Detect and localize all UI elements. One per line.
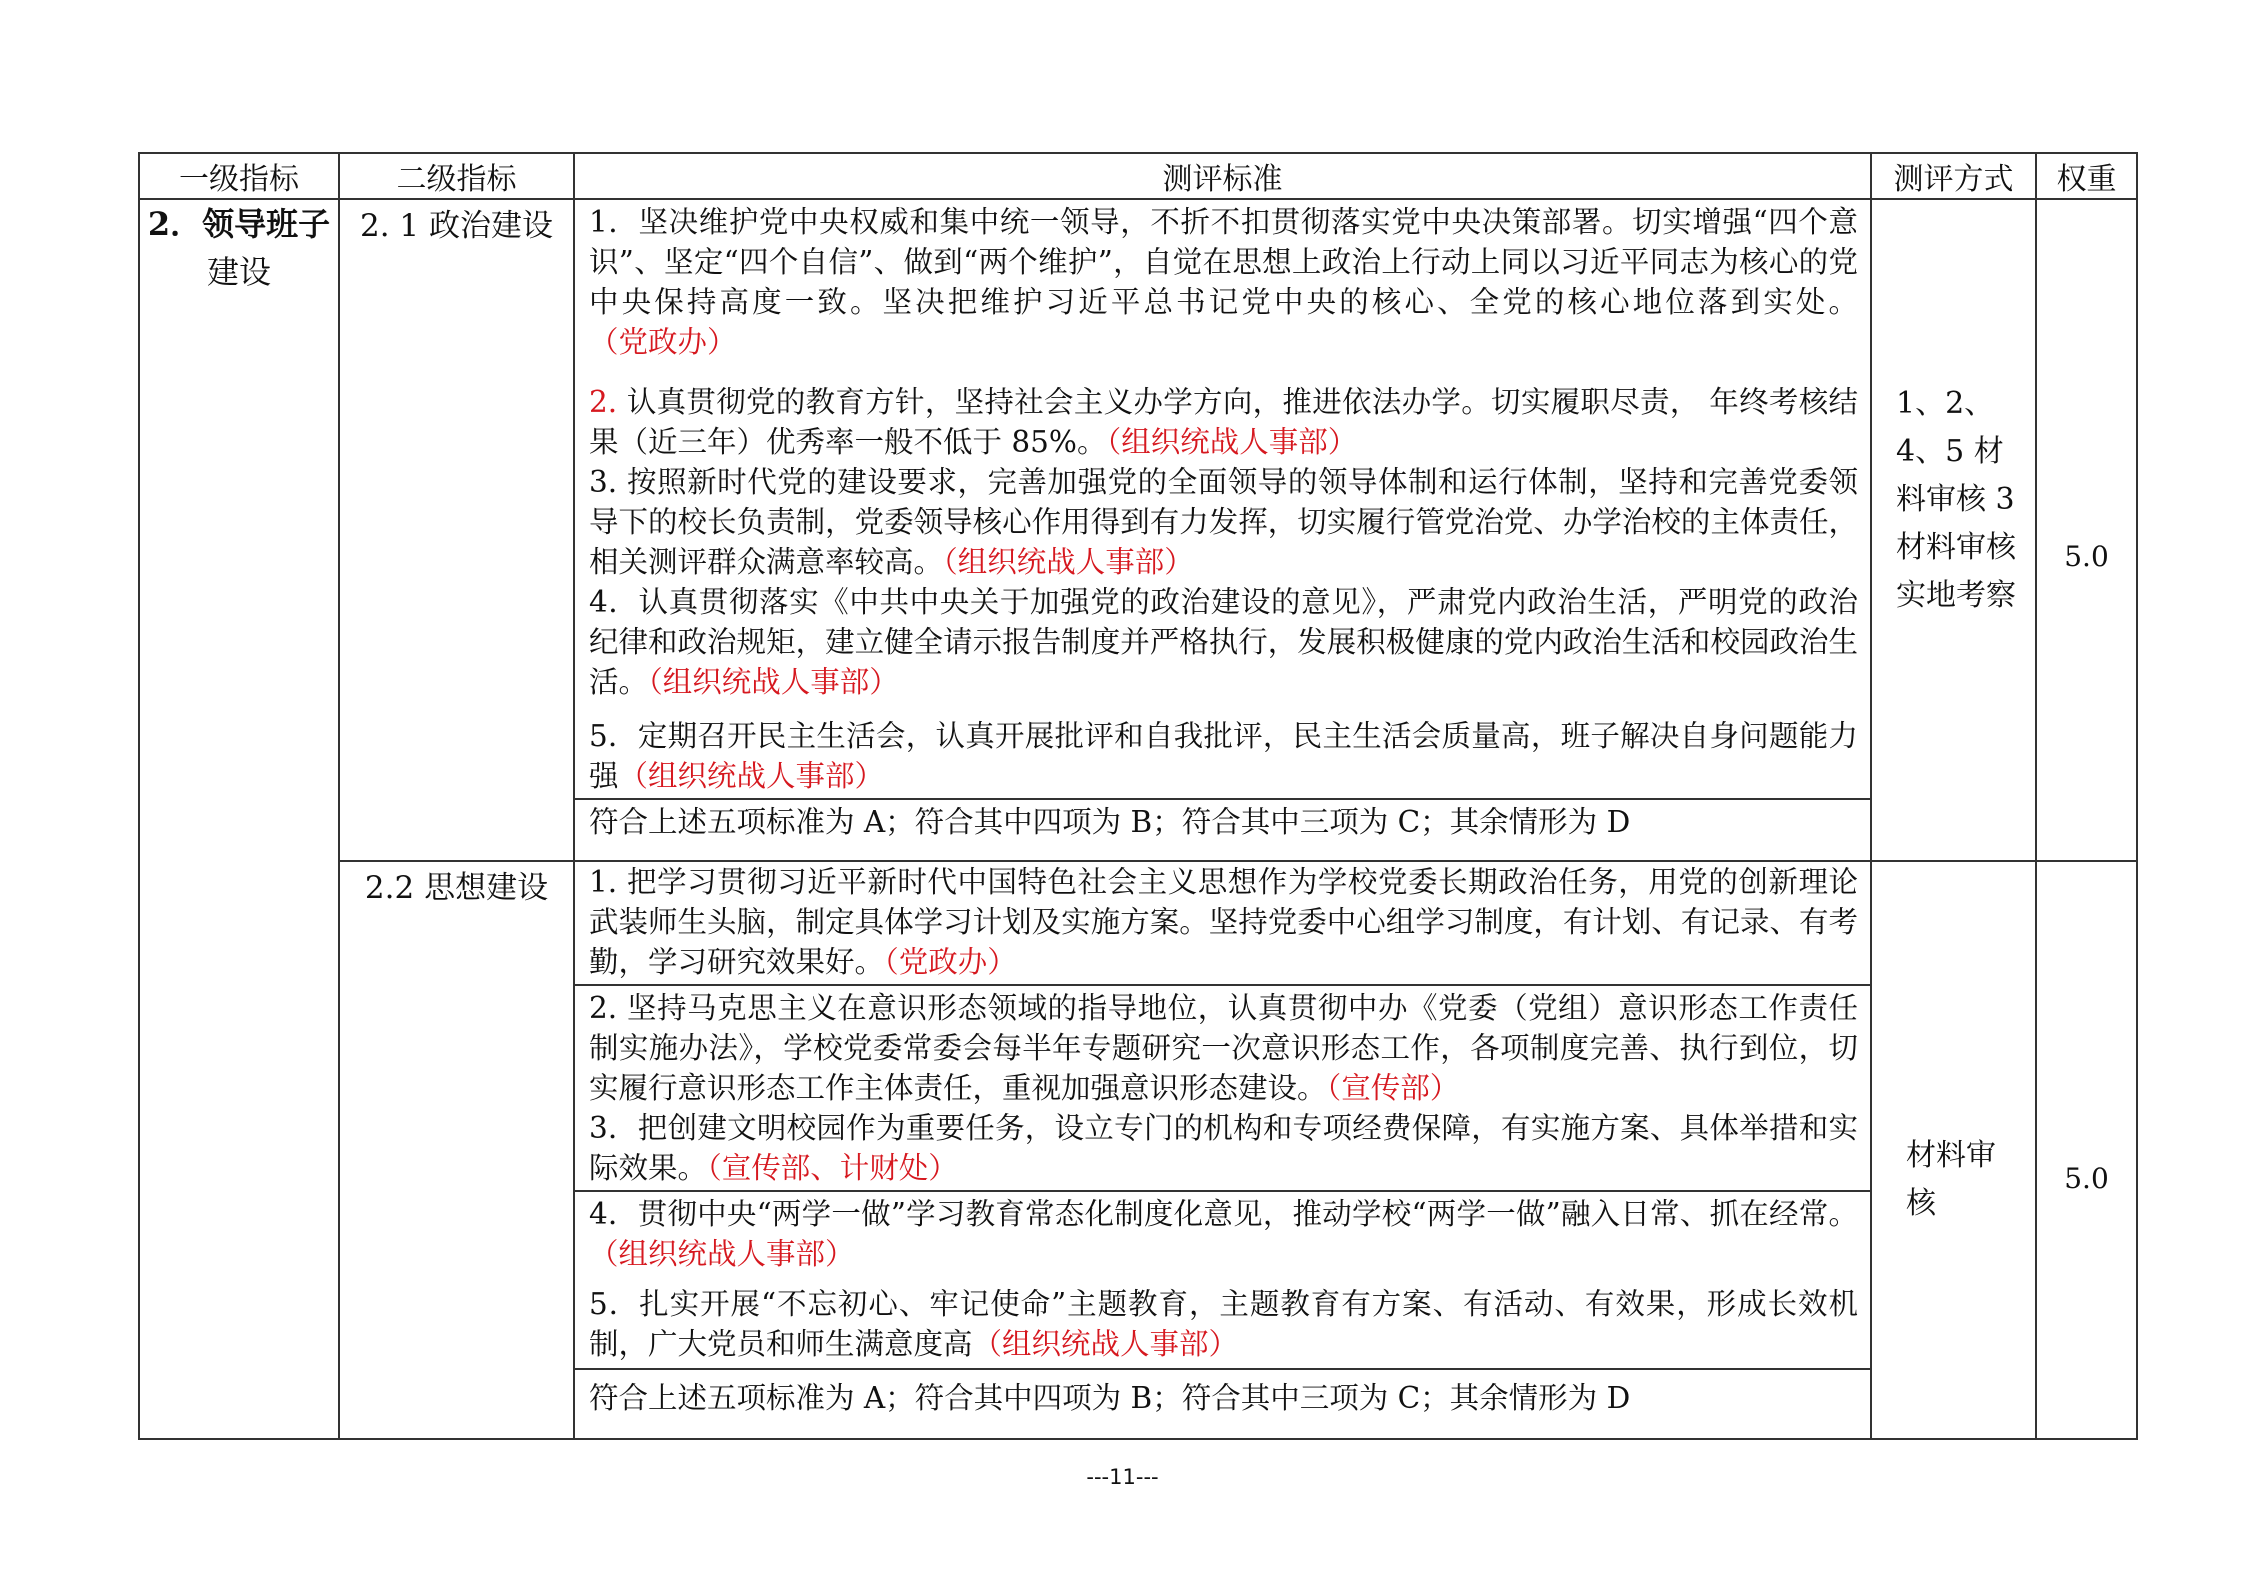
list-item: 5．扎实开展“不忘初心、牢记使命”主题教育，主题教育有方案、有活动、有效果，形成长效机制，广大党员和师生满意度高（组织统战人事部） bbox=[575, 1284, 1870, 1370]
method-ideological: 材料审核 bbox=[1871, 861, 2036, 1439]
page-number: ---11--- bbox=[1086, 1465, 1159, 1489]
list-item: 4．贯彻中央“两学一做”学习教育常态化制度化意见，推动学校“两学一做”融入日常、抓在经常。（组织统战人事部） bbox=[589, 1197, 1858, 1271]
list-item: 4．认真贯彻落实《中共中央关于加强党的政治建设的意见》，严肃党内政治生活，严明党的政治纪律和政治规矩，建立健全请示报告制度并严格执行，发展积极健康的党内政治生活和校园政治生活。（组织统战人事部） bbox=[589, 585, 1858, 699]
header-weight: 权重 bbox=[2036, 153, 2137, 199]
header-level1: 一级指标 bbox=[139, 153, 339, 199]
list-item: 3．把创建文明校园作为重要任务，设立专门的机构和专项经费保障，有实施方案、具体举措和实际效果。（宣传部、计财处） bbox=[575, 1108, 1870, 1192]
header-standard: 测评标准 bbox=[574, 153, 1871, 199]
level2-political: 2. 1 政治建设 bbox=[339, 199, 574, 861]
list-item: 3. 按照新时代党的建设要求，完善加强党的全面领导的领导体制和运行体制，坚持和完善党委领导下的校长负责制，党委领导核心作用得到有力发挥，切实履行管党治党、办学治校的主体责任，相关测评群众满意率较高。（组织统战人事部） bbox=[589, 465, 1858, 579]
list-item: 5．定期召开民主生活会，认真开展批评和自我批评，民主生活会质量高，班子解决自身问题能力强（组织统战人事部） bbox=[575, 716, 1870, 800]
list-item: 2. 坚持马克思主义在意识形态领域的指导地位，认真贯彻中办《党委（党组）意识形态工作责任制实施办法》，学校党委常委会每半年专题研究一次意识形态工作，各项制度完善、执行到位，切实履行意识形态工作主体责任，重视加强意识形态建设。（宣传部） bbox=[589, 991, 1858, 1105]
header-method: 测评方式 bbox=[1871, 153, 2036, 199]
level1-label-b: 建设 bbox=[206, 253, 271, 291]
evaluation-table bbox=[138, 152, 2138, 1440]
standards-ideological bbox=[574, 861, 1871, 1439]
weight-political: 5.0 bbox=[2036, 199, 2137, 861]
level2-ideological: 2.2 思想建设 bbox=[339, 861, 574, 1439]
grade-rule: 符合上述五项标准为 A；符合其中四项为 B；符合其中三项为 C；其余情形为 D bbox=[589, 805, 1631, 839]
table-header-row bbox=[139, 153, 2137, 199]
weight-ideological: 5.0 bbox=[2036, 861, 2137, 1439]
header-level2: 二级指标 bbox=[339, 153, 574, 199]
method-political: 1、2、 4、5 材料审核 3 材料审核实地考察 bbox=[1871, 199, 2036, 861]
list-item: 1．坚决维护党中央权威和集中统一领导，不折不扣贯彻落实党中央决策部署。切实增强“四个意识”、坚定“四个自信”、做到“两个维护”，自觉在思想上政治上行动上同以习近平同志为核心的党中央保持高度一致。坚决把维护习近平总书记党中央的核心、全党的核心地位落到实处。（党政办） bbox=[589, 205, 1858, 359]
list-item: 2. 认真贯彻党的教育方针，坚持社会主义办学方向，推进依法办学。切实履职尽责， 年终考核结果（近三年）优秀率一般不低于 85%。（组织统战人事部） bbox=[589, 385, 1858, 459]
list-item: 1. 把学习贯彻习近平新时代中国特色社会主义思想作为学校党委长期政治任务，用党的创新理论武装师生头脑，制定具体学习计划及实施方案。坚持党委中心组学习制度，有计划、有记录、有考勤，学习研究效果好。（党政办） bbox=[575, 862, 1870, 986]
table-row bbox=[139, 861, 2137, 1439]
level1-label-a: 2．领导班子 bbox=[147, 205, 331, 243]
grade-rule: 符合上述五项标准为 A；符合其中四项为 B；符合其中三项为 C；其余情形为 D bbox=[589, 1381, 1631, 1415]
level1-cell bbox=[139, 199, 339, 1439]
standards-political bbox=[574, 199, 1871, 861]
table-row bbox=[139, 199, 2137, 861]
